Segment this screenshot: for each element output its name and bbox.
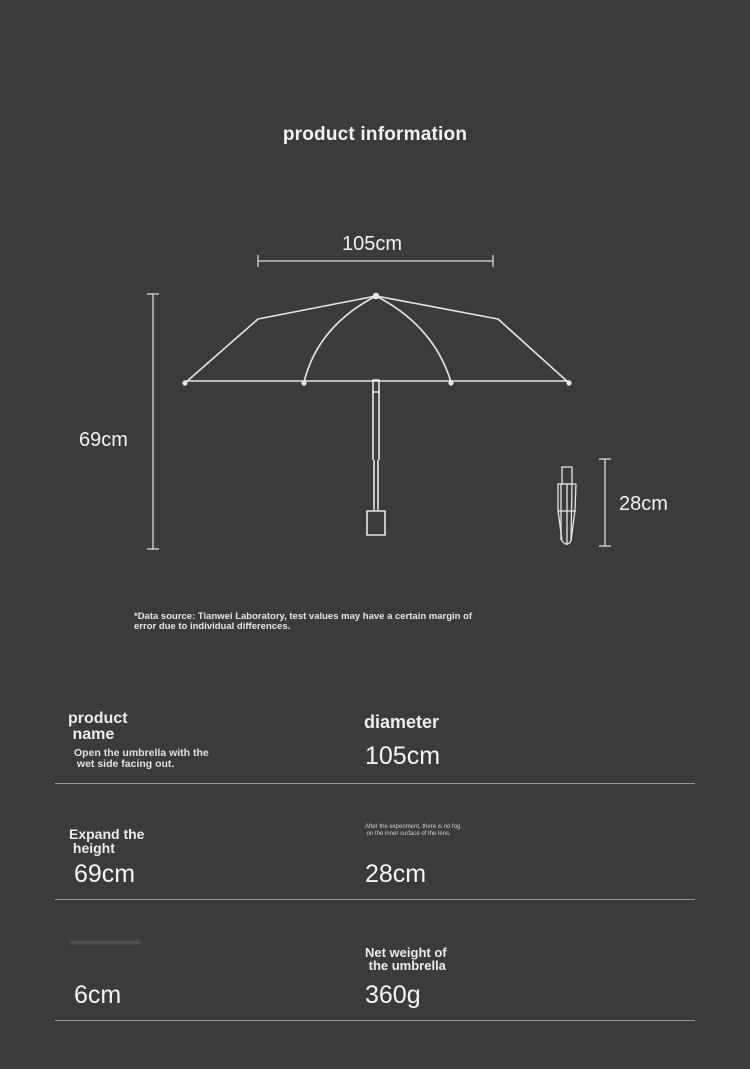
spec-rib-count-value: 6cm xyxy=(74,981,122,1009)
spec-fog-note: After the experiment, there is no fog on the inner surface of the lens. xyxy=(365,824,461,837)
spec-expand-height-value: 69cm xyxy=(74,860,136,888)
divider-row-2 xyxy=(55,899,695,900)
data-source-note: *Data source: Tianwei Laboratory, test values may have a certain margin of error due to individual differences. xyxy=(134,611,473,632)
spec-expand-height-heading: Expand the height xyxy=(69,826,145,856)
folded-length-label: 28cm xyxy=(619,493,668,515)
spec-net-weight-value: 360g xyxy=(365,981,421,1009)
spec-diameter-value: 105cm xyxy=(365,742,441,770)
divider-row-3 xyxy=(55,1020,695,1021)
divider-row-1 xyxy=(55,783,695,784)
folded-umbrella-icon xyxy=(558,467,576,545)
blurred-heading-smudge xyxy=(70,941,140,944)
page-title: product information xyxy=(282,124,468,145)
spec-net-weight-heading: Net weight of the umbrella xyxy=(365,945,447,973)
spec-product-name-note: Open the umbrella with the wet side facing out. xyxy=(74,747,209,770)
open-width-label: 105cm xyxy=(342,233,403,255)
open-umbrella-icon xyxy=(183,294,571,536)
open-height-label: 69cm xyxy=(79,429,128,451)
spec-folded-length-value: 28cm xyxy=(365,860,427,888)
spec-product-name-heading: product name xyxy=(68,710,128,743)
spec-diameter-heading: diameter xyxy=(364,712,440,732)
